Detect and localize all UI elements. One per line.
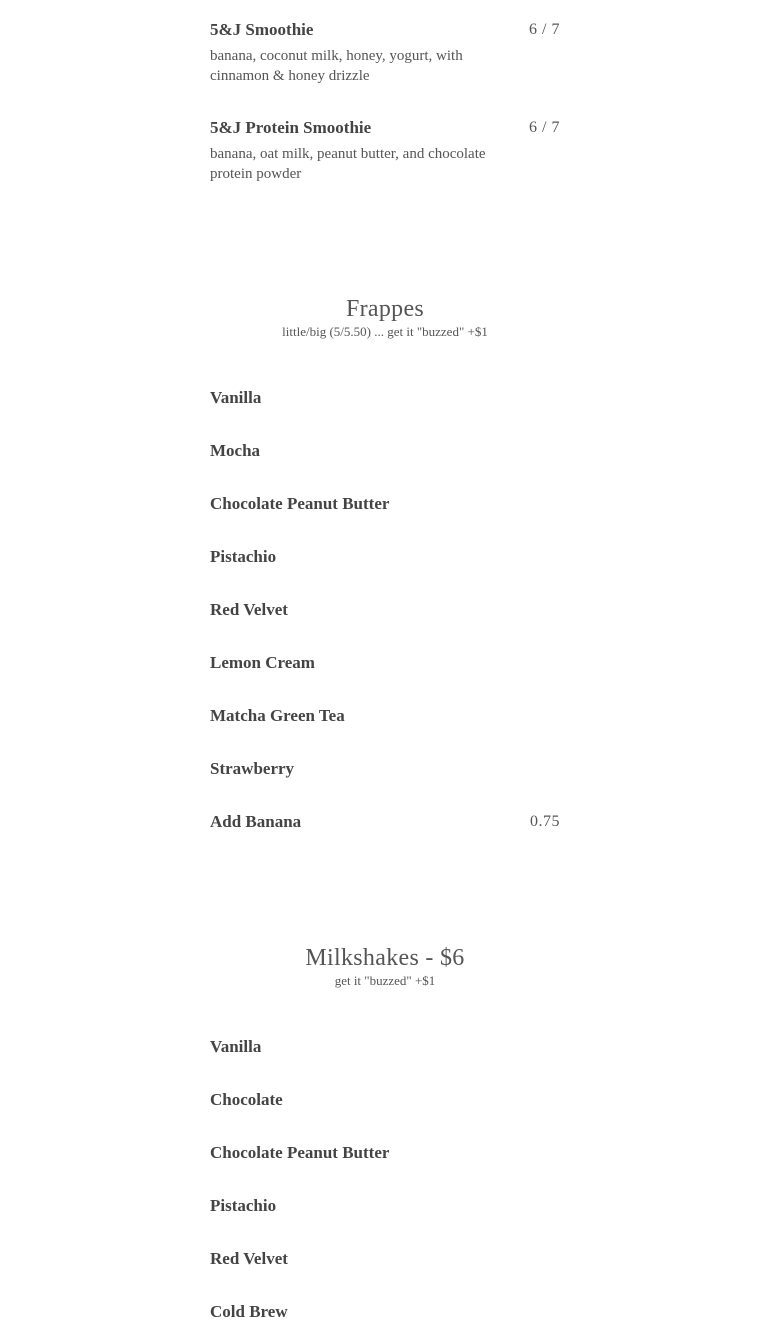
- item-name: Red Velvet: [210, 600, 288, 619]
- menu-item: [210, 1037, 560, 1057]
- menu-item: [210, 547, 560, 567]
- menu-item: [210, 441, 560, 461]
- item-name: Cold Brew: [210, 1302, 288, 1321]
- menu-item: [210, 388, 560, 408]
- milkshakes-header: [0, 944, 770, 989]
- item-name: Chocolate Peanut Butter: [210, 1143, 390, 1162]
- menu-item: [210, 759, 560, 779]
- item-price: 0.75: [530, 813, 560, 830]
- menu-item: [210, 653, 560, 673]
- menu-item: [210, 706, 560, 726]
- item-name: Vanilla: [210, 388, 262, 407]
- item-name: Mocha: [210, 441, 261, 460]
- item-name: Chocolate Peanut Butter: [210, 494, 390, 513]
- item-name: Pistachio: [210, 1196, 277, 1215]
- item-name: Matcha Green Tea: [210, 706, 345, 725]
- item-price: 6 / 7: [529, 119, 560, 136]
- section-subtitle: little/big (5/5.50) ... get it "buzzed" +$1: [282, 324, 488, 339]
- menu-item: [210, 1302, 560, 1322]
- menu-item-smoothie: [210, 20, 560, 86]
- item-name: Vanilla: [210, 1037, 262, 1056]
- item-description: banana, oat milk, peanut butter, and chocolate protein powder: [210, 146, 486, 182]
- section-title: Milkshakes - $6: [305, 945, 465, 971]
- menu-item-protein-smoothie: [210, 118, 560, 184]
- item-name: 5&J Smoothie: [210, 20, 314, 39]
- section-subtitle: get it "buzzed" +$1: [334, 973, 436, 988]
- item-name: Add Banana: [210, 812, 302, 831]
- menu-item: [210, 494, 560, 514]
- frappes-header: [0, 295, 770, 340]
- item-description: banana, coconut milk, honey, yogurt, with cinnamon & honey drizzle: [210, 48, 463, 84]
- menu-item: [210, 1196, 560, 1216]
- menu-item: [210, 600, 560, 620]
- section-title: Frappes: [345, 296, 425, 322]
- menu-item-add-banana: [210, 812, 560, 832]
- item-name: Red Velvet: [210, 1249, 288, 1268]
- item-name: 5&J Protein Smoothie: [210, 118, 372, 137]
- item-name: Chocolate: [210, 1090, 283, 1109]
- item-name: Lemon Cream: [210, 653, 315, 672]
- menu-item: [210, 1249, 560, 1269]
- item-price: 6 / 7: [529, 21, 560, 38]
- menu-item: [210, 1143, 560, 1163]
- item-name: Strawberry: [210, 759, 295, 778]
- menu-item: [210, 1090, 560, 1110]
- item-name: Pistachio: [210, 547, 277, 566]
